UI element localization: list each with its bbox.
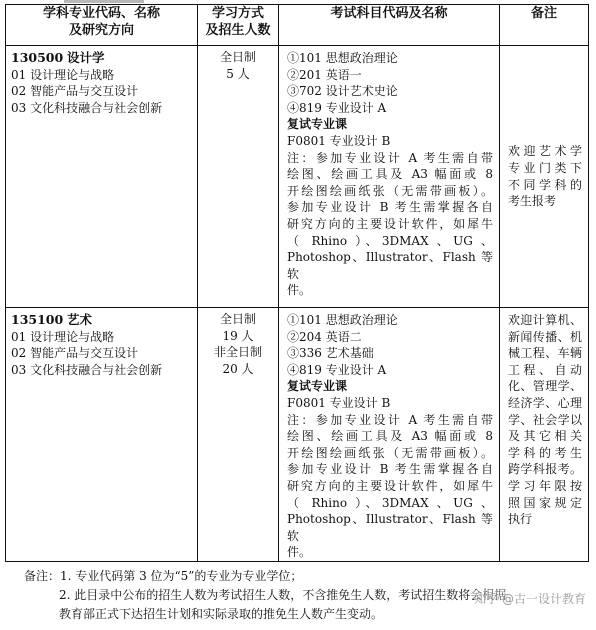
table-header-row <box>6 5 589 46</box>
header-remarks: 备注 <box>500 5 589 46</box>
direction-item: 01 设计理论与战略 <box>11 329 115 344</box>
remark-line: 化、管理学、 <box>508 379 582 394</box>
retest-line: （ Rhino ）、3DMAX 、UG 、 <box>287 495 493 510</box>
retest-line: Photoshop、Illustrator、Flash 等软 <box>287 250 493 281</box>
exam-item: ②204 英语二 <box>287 329 362 344</box>
header-study-line1: 学习方式 <box>211 6 264 21</box>
cropped-text-fragment <box>64 0 144 3</box>
retest-line: 开绘图绘画纸张（无需带画板）。 <box>287 445 493 460</box>
retest-line: 注：参加专业设计 A 考生需自带 <box>287 150 493 165</box>
retest-line: 绘图、绘画工具及 A3 幅面或 8 <box>287 429 493 444</box>
direction-item: 03 文化科技融合与社会创新 <box>11 100 163 115</box>
remark-line: 跨学科报考。 <box>508 462 582 477</box>
remark-line: 新闻传播、机 <box>508 329 582 344</box>
exam-item: ④819 专业设计 A <box>287 100 387 115</box>
retest-line: 研究方向的主要设计软件，如犀牛 <box>287 216 493 231</box>
header-study-mode <box>198 5 279 46</box>
footnote-line: 2. 此目录中公布的招生人数为考试招生人数，不含推免生人数，考试招生数将会根据 <box>59 588 507 602</box>
retest-line: 研究方向的主要设计软件，如犀牛 <box>287 478 493 493</box>
enrollment-count: 19 人 <box>222 328 254 343</box>
retest-line: F0801 专业设计 B <box>287 395 391 410</box>
major-code: 130500 <box>11 50 64 65</box>
enrollment-count: 20 人 <box>222 361 254 376</box>
exam-item: ①101 思想政治理论 <box>287 313 398 327</box>
direction-item: 01 设计理论与战略 <box>11 67 115 82</box>
major-name: 设计学 <box>67 50 105 65</box>
retest-title: 复试专业课 <box>287 379 348 394</box>
retest-line: F0801 专业设计 B <box>287 133 391 148</box>
remark-line: 执行 <box>508 512 533 527</box>
major-cell <box>6 308 198 562</box>
remark-line: 欢迎计算机、 <box>508 313 582 327</box>
study-mode: 非全日制 <box>213 345 262 360</box>
exam-item: ①101 思想政治理论 <box>287 51 398 65</box>
retest-line: 注：参加专业设计 A 考生需自带 <box>287 412 493 427</box>
direction-item: 02 智能产品与交互设计 <box>11 346 139 361</box>
header-major-line1: 学科专业代码、名称 <box>42 6 160 21</box>
remark-line: 学、社会学以 <box>508 412 582 427</box>
remark-line: 欢迎艺术学 <box>508 144 582 159</box>
header-exam-subjects: 考试科目代码及名称 <box>279 5 500 46</box>
study-mode-cell <box>198 46 279 308</box>
retest-line: 绘图、绘画工具及 A3 幅面或 8 <box>287 167 493 182</box>
remark-line: 考生报考 <box>508 194 557 209</box>
retest-line: 参加专业设计 B 考生需掌握各自 <box>287 462 493 477</box>
retest-line: 件。 <box>287 283 312 298</box>
header-major <box>6 5 198 46</box>
retest-title: 复试专业课 <box>287 117 348 132</box>
retest-line: 参加专业设计 B 考生需掌握各自 <box>287 200 493 215</box>
remark-line: 学习年限按 <box>508 478 582 493</box>
major-cell <box>6 46 198 308</box>
remark-line: 专业门类下 <box>508 160 582 175</box>
remark-line: 学科的考生 <box>508 445 582 460</box>
table-row <box>6 308 589 562</box>
header-study-line2: 及招生人数 <box>205 23 271 38</box>
exam-cell <box>279 46 500 308</box>
enrollment-count: 5 人 <box>226 66 250 81</box>
direction-item: 03 文化科技融合与社会创新 <box>11 362 163 377</box>
exam-item: ③336 艺术基础 <box>287 346 374 361</box>
retest-line: 开绘图绘画纸张（无需带画板）。 <box>287 183 493 198</box>
admissions-table <box>5 4 589 562</box>
study-mode: 全日制 <box>219 50 256 64</box>
remark-line: 工程、自动 <box>508 362 582 377</box>
footnote-line: 教育部正式下达招生计划和实际录取的推免生人数产生变动。 <box>59 607 384 621</box>
exam-item: ③702 设计艺术史论 <box>287 84 398 99</box>
major-name: 艺术 <box>67 312 93 327</box>
direction-item: 02 智能产品与交互设计 <box>11 84 139 99</box>
table-row <box>6 46 589 308</box>
major-code: 135100 <box>11 312 64 327</box>
exam-item: ④819 专业设计 A <box>287 362 387 377</box>
remark-line: 照国家规定 <box>508 495 582 510</box>
remark-line: 不同学科的 <box>508 177 582 192</box>
study-mode: 全日制 <box>219 312 256 326</box>
remark-cell <box>500 46 589 308</box>
footnote-line: 备注：1. 专业代码第 3 位为“5”的专业为专业学位； <box>24 569 303 583</box>
retest-line: （ Rhino ）、3DMAX 、UG 、 <box>287 233 493 248</box>
retest-line: Photoshop、Illustrator、Flash 等软 <box>287 512 493 543</box>
watermark: 知乎 @古一设计教育 <box>474 592 586 606</box>
study-mode-cell <box>198 308 279 562</box>
remark-line: 经济学、心理 <box>508 395 582 410</box>
remark-line: 械工程、车辆 <box>508 346 582 361</box>
header-major-line2: 及研究方向 <box>68 23 134 38</box>
remark-cell <box>500 308 589 562</box>
retest-line: 件。 <box>287 545 312 560</box>
exam-item: ②201 英语一 <box>287 67 362 82</box>
exam-cell <box>279 308 500 562</box>
remark-line: 及其它相关 <box>508 429 582 444</box>
